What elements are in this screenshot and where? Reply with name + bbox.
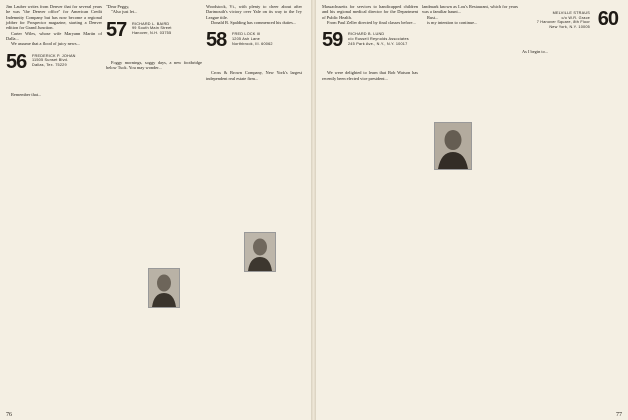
paragraph: is my intention to continue... bbox=[427, 20, 478, 26]
class-number: 56 bbox=[6, 50, 27, 73]
paragraph: We were delighted to learn that Bob Watson has recently been elected vice president... bbox=[322, 70, 418, 81]
class-secretary: RICHARD B. LUND c/o Russell Reynolds Associates 245 Park Ave., N.Y., N.Y. 10017 bbox=[348, 32, 409, 46]
class-number: 60 bbox=[597, 8, 618, 30]
portrait-photo-baird bbox=[148, 268, 180, 308]
paragraph: Massachusetts for services to handicapped children and his regional medical director for the Department of Public Health. bbox=[322, 4, 418, 20]
right-column-1 bbox=[322, 4, 418, 81]
class-number: 59 bbox=[322, 29, 343, 52]
paragraph: We assume that a flood of juicy news... bbox=[11, 41, 80, 47]
paragraph: Remember that... bbox=[11, 91, 42, 97]
paragraph: landmark known as Lou's Restaurant, which for years was a familiar haunt... bbox=[422, 4, 518, 15]
class-heading-60 bbox=[522, 8, 618, 46]
left-column-3 bbox=[206, 4, 302, 81]
portrait-photo-lock bbox=[244, 232, 276, 272]
class-heading-59 bbox=[322, 29, 418, 67]
right-column-3 bbox=[522, 4, 618, 54]
paragraph: Woodstock, Vt., with plenty to cheer about after Dartmouth's victory over Yale on its way to the Ivy League title. bbox=[206, 4, 302, 20]
right-page bbox=[316, 0, 628, 420]
paragraph: Jim Lauber writes from Denver that for several years he was "the Denver office" for American Credit Indemnity Company but has now become a regional jobber for Prospector magazine, starting a Denver edition for Grand Junction. bbox=[6, 4, 102, 31]
class-heading-58 bbox=[206, 29, 302, 67]
left-column-2 bbox=[106, 4, 202, 70]
paragraph: Rust... bbox=[427, 14, 439, 20]
paragraph: As I begin to... bbox=[522, 49, 549, 54]
class-secretary: RICHARD L. BAIRD 99 South Main Street Hanover, N.H. 03755 bbox=[132, 21, 172, 35]
portrait-photo-rust bbox=[434, 122, 472, 170]
paragraph: Carter Wiles, whose wife Maryann Martin of Dalla... bbox=[6, 30, 102, 42]
page-number: 77 bbox=[616, 412, 622, 418]
left-column-1 bbox=[6, 4, 102, 97]
right-column-2 bbox=[422, 4, 518, 25]
paragraph: From Paul Zeller directed by final classes before... bbox=[327, 20, 416, 26]
paragraph: "Also just let... bbox=[111, 9, 138, 15]
class-secretary: FREDERICK P. JOHAN 11505 Sunset Blvd. Dallas, Tex. 75229 bbox=[32, 53, 76, 67]
class-secretary: MELVILLE STRAUS c/o W.R. Grace 7 Hanover Square, 8th Floor New York, N.Y. 10005 bbox=[536, 11, 590, 29]
paragraph: Foggy mornings, soggy days, a new footbridge below Tuck. You may wonder... bbox=[106, 59, 202, 71]
class-secretary: FRED LOCK III 1205 Ash Lane Northbrook, Ill. 60062 bbox=[232, 32, 273, 46]
class-number: 58 bbox=[206, 29, 227, 52]
class-heading-57 bbox=[106, 19, 202, 57]
class-number: 57 bbox=[106, 18, 127, 41]
paragraph: Donald B. Spalding has commenced his duties... bbox=[211, 20, 297, 26]
class-heading-56 bbox=[6, 51, 102, 89]
page-number: 76 bbox=[6, 412, 12, 418]
paragraph: Cross & Brown Company, New York's largest independent real estate firm... bbox=[206, 70, 302, 81]
left-page bbox=[0, 0, 312, 420]
paragraph: "Dear Peggy, bbox=[106, 4, 130, 9]
